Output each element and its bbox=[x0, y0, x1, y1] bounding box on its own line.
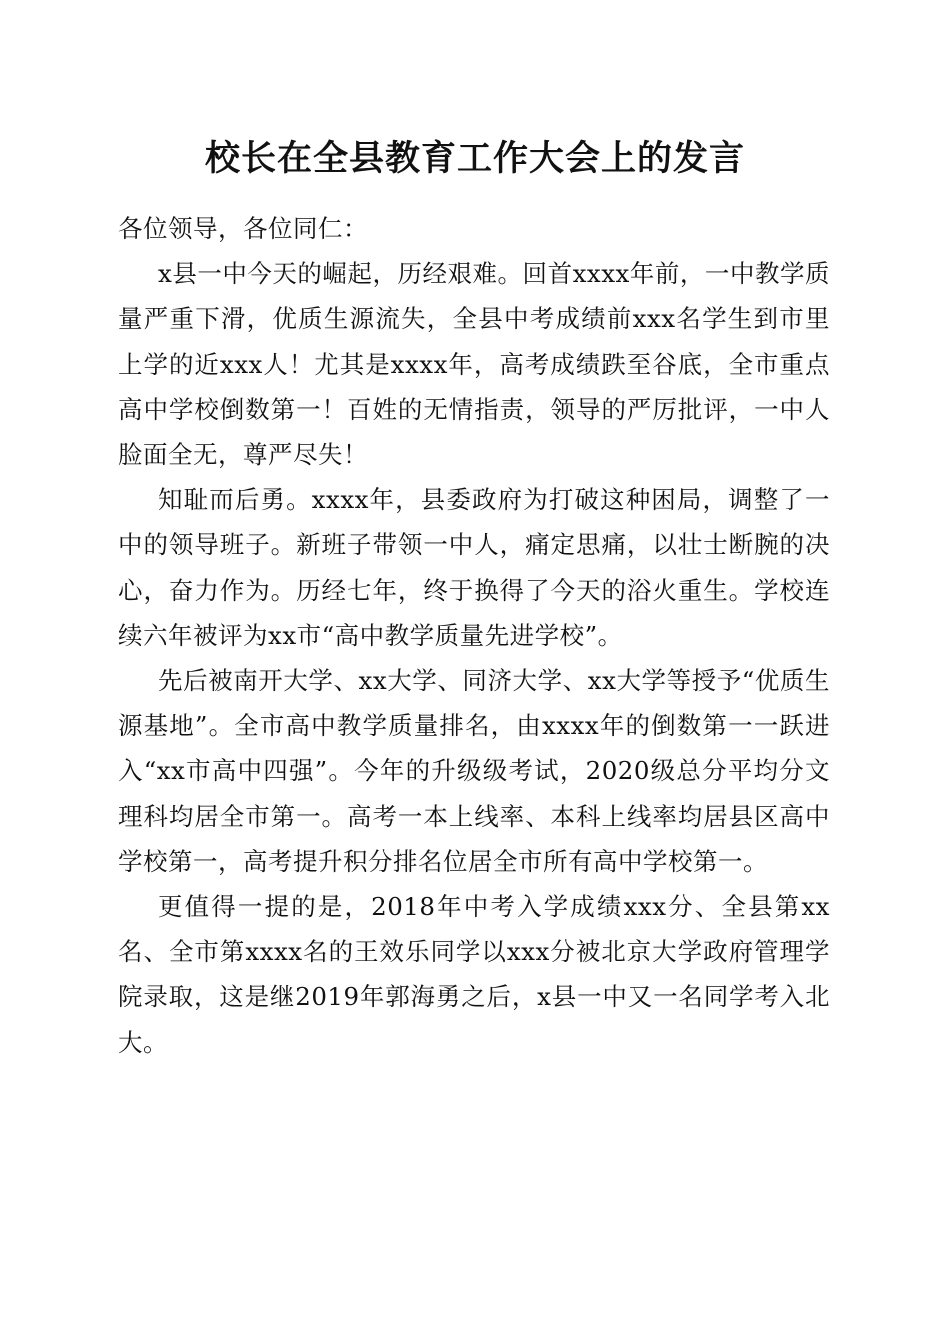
paragraph-4: 更值得一提的是，2018年中考入学成绩xxx分、全县第xx名、全市第xxxx名的王效乐同学以xxx分被北京大学政府管理学院录取，这是继2019年郭海勇之后，x县一中又一名同学考入北大。 bbox=[118, 892, 830, 1057]
paragraph-1: x县一中今天的崛起，历经艰难。回首xxxx年前，一中教学质量严重下滑，优质生源流失，全县中考成绩前xxx名学生到市里上学的近xxx人！尤其是xxxx年，高考成绩跌至谷底，全市重点高中学校倒数第一！百姓的无情指责，领导的严厉批评，一中人脸面全无，尊严尽失！ bbox=[118, 259, 830, 470]
paragraph-2: 知耻而后勇。xxxx年，县委政府为打破这种困局，调整了一中的领导班子。新班子带领一中人，痛定思痛，以壮士断腕的决心，奋力作为。历经七年，终于换得了今天的浴火重生。学校连续六年被评为xx市“高中教学质量先进学校”。 bbox=[118, 485, 830, 650]
document-body bbox=[118, 206, 830, 1065]
salutation: 各位领导，各位同仁： bbox=[118, 214, 368, 243]
document-title: 校长在全县教育工作大会上的发言 bbox=[204, 138, 745, 179]
paragraph-3: 先后被南开大学、xx大学、同济大学、xx大学等授予“优质生源基地”。全市高中教学质量排名，由xxxx年的倒数第一一跃进入“xx市高中四强”。今年的升级级考试，2020级总分平均分文理科均居全市第一。高考一本上线率、本科上线率均居县区高中学校第一，高考提升积分排名位居全市所有高中学校第一。 bbox=[118, 666, 830, 876]
